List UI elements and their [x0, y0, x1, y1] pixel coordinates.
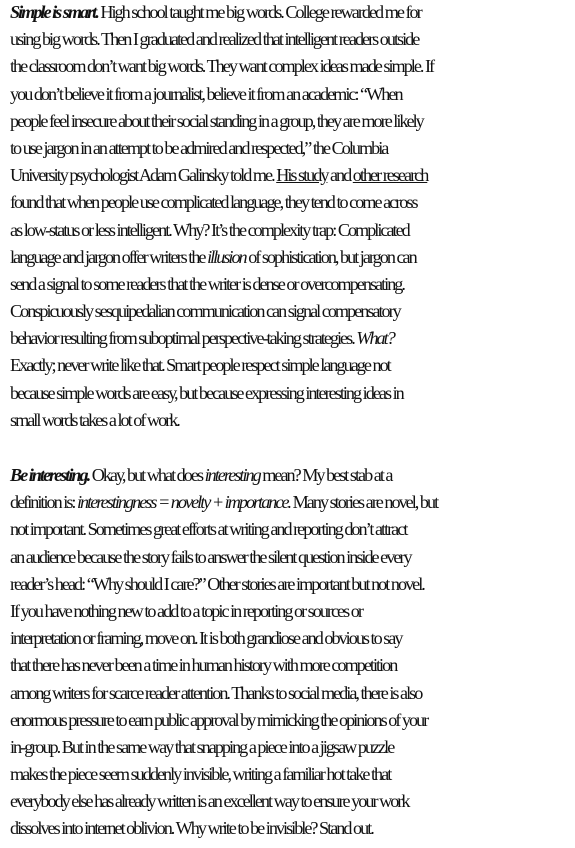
text-line: you don’t believe it from a journalist, believe it from an academic: “When [10, 83, 402, 104]
text-line: not important. Sometimes great efforts at writing and reporting don’t attract [10, 519, 407, 540]
text-line: an audience because the story fails to answer the silent question inside every [10, 546, 411, 567]
text-span: definition is: [10, 492, 77, 513]
text-line: everybody else has already written is an excellent way to ensure your work [10, 791, 409, 812]
his-study-link[interactable]: His study [276, 165, 328, 186]
text-line: as low-status or less intelligent. Why? It’s the complexity trap: Complicated [10, 219, 409, 240]
text-line: send a signal to some readers that the writer is dense or overcompensating. [10, 273, 404, 294]
text-line [10, 325, 570, 352]
text-line: found that when people use complicated language, they tend to come across [10, 192, 417, 213]
emphasis-text: interesting [204, 465, 260, 485]
text-line: in-group. But in the same way that snapping a piece into a jigsaw puzzle [10, 736, 394, 757]
paragraph-lead-heading: Simple is smart. [10, 2, 98, 22]
emphasis-text: interestingness = novelty + importance. [77, 492, 291, 513]
text-line [10, 489, 570, 516]
emphasis-text: What? [356, 328, 394, 349]
text-span: University psychologist Adam Galinsky told me. [10, 165, 277, 186]
text-line [10, 244, 570, 271]
text-line [10, 162, 570, 189]
text-span: of sophistication, but jargon can [245, 246, 416, 267]
text-line: dissolves into internet oblivion. Why write to be invisible? Stand out. [10, 818, 373, 839]
emphasis-text: illusion [207, 246, 246, 267]
text-line: Conspicuously sesquipedalian communication can signal compensatory [10, 301, 400, 322]
text-line: reader’s head: “Why should I care?” Other stories are important but not novel. [10, 573, 424, 594]
text-line: that there has never been a time in human history with more competition [10, 655, 397, 676]
text-span: language and jargon offer writers the [10, 246, 208, 267]
text-line: small words takes a lot of work. [10, 409, 179, 430]
text-line: Exactly; never write like that. Smart people respect simple language not [10, 355, 390, 376]
paragraph-simple-is-smart [10, 0, 570, 434]
text-line: to use jargon in an attempt to be admired and respected,” the Columbia [10, 137, 388, 158]
text-span: Okay, but what does [89, 465, 205, 485]
text-line: makes the piece seem suddenly invisible, writing a familiar hot take that [10, 764, 391, 785]
text-line: people feel insecure about their social standing in a group, they are more likely [10, 110, 423, 131]
text-line: using big words. Then I graduated and realized that intelligent readers outside [10, 29, 419, 50]
paragraph-lead-heading: Be interesting. [10, 465, 90, 485]
text-line: because simple words are easy, but because expressing interesting ideas in [10, 382, 403, 403]
other-research-link[interactable]: other research [352, 165, 428, 186]
text-line [10, 0, 570, 26]
text-line: If you have nothing new to add to a topic in reporting or sources or [10, 600, 362, 621]
text-span: and [327, 165, 353, 186]
text-span: Many stories are novel, but [290, 492, 438, 513]
text-span: behavior resulting from suboptimal perspective-taking strategies. [10, 328, 357, 349]
paragraph-be-interesting [10, 462, 570, 843]
text-line: interpretation or framing, move on. It is both grandiose and obvious to say [10, 628, 402, 649]
text-line [10, 462, 570, 489]
text-span: High school taught me big words. College rewarded me for [97, 2, 421, 22]
text-span: mean? My best stab at a [259, 465, 392, 485]
text-line: enormous pressure to earn public approval by mimicking the opinions of your [10, 709, 428, 730]
text-line: among writers for scarce reader attention. Thanks to social media, there is also [10, 682, 422, 703]
text-line: the classroom don’t want big words. They want complex ideas made simple. If [10, 56, 434, 77]
